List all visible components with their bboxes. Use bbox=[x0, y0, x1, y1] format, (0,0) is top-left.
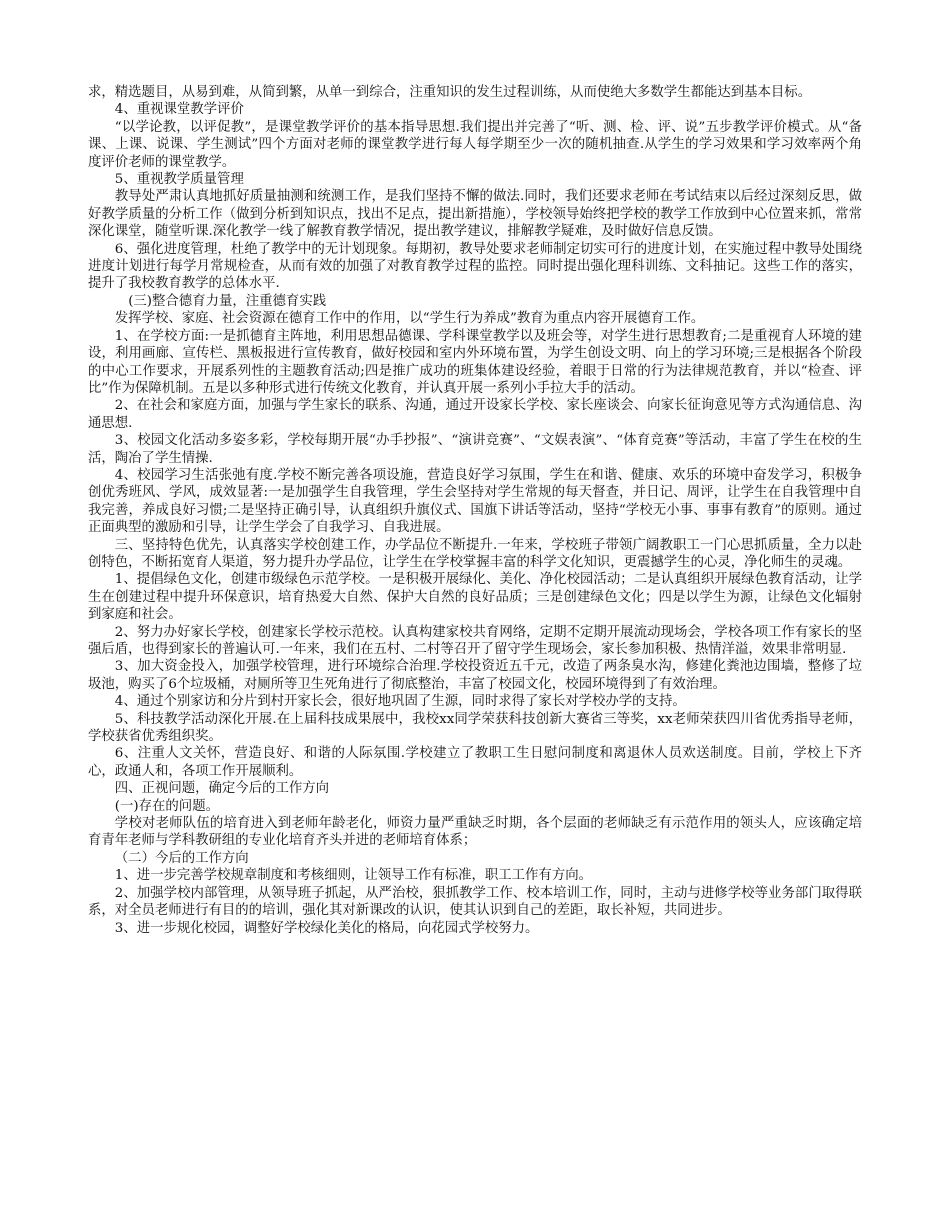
section-heading: （二）今后的工作方向 bbox=[114, 850, 249, 866]
paragraph: 4、通过个别家访和分片到村开家长会，很好地巩固了生源，同时求得了家长对学校办学的支持。 bbox=[114, 694, 686, 710]
paragraph: 3、加大资金投入，加强学校管理，进行环境综合治理.学校投资近五千元，改造了两条臭水沟，修建化粪池边围墙，整修了垃圾池，购买了6个垃圾桶，对厕所等卫生死角进行了彻底整治，丰富了校园文化，校园环境得到了有效治理。 bbox=[88, 659, 862, 692]
paragraph: 3、校园文化活动多姿多彩，学校每期开展“办手抄报”、“演讲竞赛”、“文娱表演”、“体育竞赛”等活动，丰富了学生在校的生活，陶冶了学生情操. bbox=[88, 433, 862, 466]
paragraph: 3、进一步规化校园，调整好学校绿化美化的格局，向花园式学校努力。 bbox=[114, 920, 539, 936]
paragraph: 4、校园学习生活张弛有度.学校不断完善各项设施，营造良好学习氛围，学生在和谐、健康、欢乐的环境中奋发学习，积极争创优秀班风、学风，成效显著:一是加强学生自我管理，学生会坚持对学生常规的每天督查，并日记、周评，让学生在自我管理中自我完善，养成良好习惯;二是坚持正确引导，认真组织升旗仪式、国旗下讲话等活动，坚持“学校无小事、事事有教育”的原则。通过正面典型的激励和引导，让学生学会了自我学习、自我进展。 bbox=[88, 467, 862, 536]
paragraph: 求，精选题目，从易到难，从简到繁，从单一到综合，注重知识的发生过程训练，从而使绝大多数学生都能达到基本目标。 bbox=[88, 85, 812, 100]
paragraph: 6、注重人文关怀，营造良好、和谐的人际氛围.学校建立了教职工生日慰问制度和离退休人员欢送制度。目前，学校上下齐心，政通人和，各项工作开展顺利。 bbox=[88, 746, 862, 779]
paragraph: 1、在学校方面:一是抓德育主阵地，利用思想品德课、学科课堂教学以及班会等，对学生进行思想教育;二是重视育人环境的建设，利用画廊、宣传栏、黑板报进行宣传教育，做好校园和室内外环境布置，为学生创设文明、向上的学习环境;三是根据各个阶段的中心工作要求，开展系列性的主题教育活动;四是推广成功的班集体建设经验，着眼于日常的行为法律规范教育，并以“检查、评比”作为保障机制。五是以多种形式进行传统文化教育，并认真开展一系列小手拉大手的活动。 bbox=[88, 328, 862, 396]
section-heading: (三)整合德育力量，注重德育实践 bbox=[128, 293, 327, 309]
paragraph: 2、努力办好家长学校，创建家长学校示范校。认真构建家校共育网络，定期不定期开展流动现场会，学校各项工作有家长的坚强后盾，也得到家长的普遍认可.一年来，我们在五村、二村等召开了留守学生现场会，家长参加积极、热情洋溢，效果非常明显. bbox=[88, 624, 862, 657]
paragraph: “以学论教，以评促教”，是课堂教学评价的基本指导思想.我们提出并完善了“听、测、检、评、说”五步教学评价模式。从“备课、上课、说课、学生测试”四个方面对老师的课堂教学进行每人每学期至少一次的随机抽查.从学生的学习效果和学习效率两个角度评价老师的课堂教学。 bbox=[88, 119, 862, 170]
section-heading: 四、正视问题，确定今后的工作方向 bbox=[114, 781, 330, 797]
document-body bbox=[88, 84, 862, 937]
paragraph: 2、加强学校内部管理，从领导班子抓起，从严治校，狠抓教学工作、校本培训工作，同时，主动与进修学校等业务部门取得联系，对全员老师进行有目的的培训，强化其对新课改的认识，使其认识到自己的差距，取长补短，共同进步。 bbox=[88, 885, 862, 919]
paragraph: 教导处严肃认真地抓好质量抽测和统测工作，是我们坚持不懈的做法.同时，我们还要求老师在考试结束以后经过深刻反思，做好教学质量的分析工作（做到分析到知识点，找出不足点，提出新措施），学校领导始终把学校的教学工作放到中心位置来抓，常常深化课堂，随堂听课.深化教学一线了解教育教学情况，提出教学建议，排解教学疑难，及时做好信息反馈。 bbox=[88, 189, 862, 240]
section-heading: 5、重视教学质量管理 bbox=[114, 172, 244, 188]
section-heading: (一)存在的问题。 bbox=[114, 798, 219, 814]
paragraph: 学校对老师队伍的培育进入到老师年龄老化，师资力量严重缺乏时期，各个层面的老师缺乏有示范作用的领头人，应该确定培育青年老师与学科教研组的专业化培育齐头并进的老师培育体系； bbox=[88, 816, 862, 849]
paragraph: 1、提倡绿色文化，创建市级绿色示范学校。一是积极开展绿化、美化、净化校园活动；二是认真组织开展绿色教育活动，让学生在创建过程中提升环保意识，培育热爱大自然、保护大自然的良好品质；三是创建绿色文化；四是以学生为源，让绿色文化辐射到家庭和社会。 bbox=[88, 572, 862, 623]
paragraph: 5、科技教学活动深化开展.在上届科技成果展中，我校xx同学荣获科技创新大赛省三等奖，xx老师荣获四川省优秀指导老师，学校获省优秀组织奖。 bbox=[88, 711, 862, 745]
paragraph: 1、进一步完善学校规章制度和考核细则，让领导工作有标准，职工工作有方向。 bbox=[114, 868, 592, 884]
paragraph: 三、坚持特色优先，认真落实学校创建工作，办学品位不断提升.一年来，学校班子带领广阔教职工一门心思抓质量，全力以赴创特色，不断拓宽育人渠道，努力提升办学品位，让学生在学校掌握丰富的科学文化知识，更震撼学生的心灵，净化师生的灵魂。 bbox=[88, 537, 862, 570]
paragraph: 2、在社会和家庭方面，加强与学生家长的联系、沟通，通过开设家长学校、家长座谈会、向家长征询意见等方式沟通信息、沟通思想. bbox=[88, 398, 862, 431]
section-heading: 4、重视课堂教学评价 bbox=[114, 102, 244, 118]
paragraph: 发挥学校、家庭、社会资源在德育工作中的作用，以“学生行为养成”教育为重点内容开展德育工作。 bbox=[114, 311, 705, 327]
paragraph: 6、强化进度管理，杜绝了教学中的无计划现象。每期初，教导处要求老师制定切实可行的进度计划，在实施过程中教导处围绕进度计划进行每学月常规检查，从而有效的加强了对教育教学过程的监控。同时提出强化理科训练、文科抽记。这些工作的落实，提升了我校教育教学的总体水平. bbox=[88, 241, 862, 292]
